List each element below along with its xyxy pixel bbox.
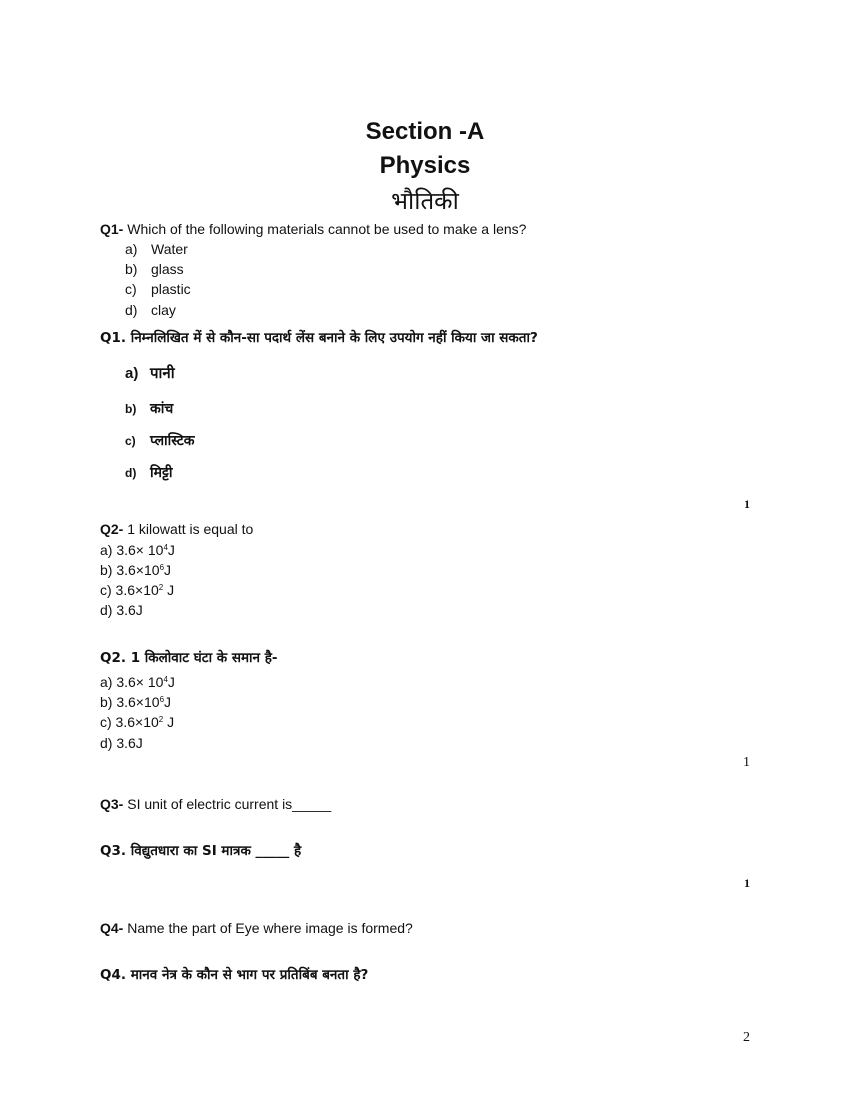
q4-text: Name the part of Eye where image is formed? (127, 920, 413, 936)
q2-option-b: b) $3.6\times 10^6J$ (100, 562, 172, 578)
q3-question-hindi: Q3. विद्युतधारा का SI मात्रक _____ है (100, 843, 302, 859)
q1-option-d: d) clay (125, 302, 176, 318)
q1-question-hindi: Q1. निम्नलिखित में से कौन-सा पदार्थ लेंस बनाने के लिए उपयोग नहीं किया जा सकता? (100, 330, 538, 346)
q2-hindi-option-b: b) $3.6\times 10^6J$ (100, 694, 172, 710)
q2-option-c: c) $3.6\times 10^2$ J (100, 582, 175, 598)
q2-option-a: a) $3.6\times 10^4J$ (100, 542, 175, 558)
q2-marks: 1 (743, 755, 750, 770)
q1-option-c: c) plastic (125, 281, 191, 297)
subject-heading-hindi: भौतिकी (391, 187, 459, 215)
q3-question (100, 796, 331, 812)
q1-text: Which of the following materials cannot be used to make a lens? (127, 221, 527, 237)
q2-hindi-option-c: c) $3.6\times 10^2$ J (100, 714, 175, 730)
q2-question-hindi: Q2. 1 किलोवाट घंटा के समान है- (100, 650, 278, 666)
q2-label: Q2- (100, 521, 124, 537)
q4-question (100, 920, 413, 936)
subject-heading: Physics (379, 152, 471, 179)
q2-option-d: d) 3.6J (100, 602, 143, 618)
q3-label: Q3- (100, 796, 124, 812)
q1-marks: 1 (744, 497, 750, 511)
section-heading: Section -A (365, 118, 485, 145)
q1-question (100, 221, 526, 237)
q4-question-hindi: Q4. मानव नेत्र के कौन से भाग पर प्रतिबिंब बनता है? (100, 967, 369, 983)
q1-option-b: b) glass (125, 261, 184, 277)
q1-hindi-option-c: c) प्लास्टिक (125, 433, 195, 449)
q1-hindi-option-b: b) कांच (125, 401, 174, 417)
q1-option-a: a) Water (125, 241, 188, 257)
q1-hindi-option-d: d) मिट्टी (125, 465, 173, 481)
q3-marks: 1 (744, 876, 750, 890)
q1-label: Q1- (100, 221, 124, 237)
q4-label: Q4- (100, 920, 124, 936)
q2-text: 1 kilowatt is equal to (127, 521, 254, 537)
q2-question (100, 521, 253, 537)
q2-hindi-option-a: a) $3.6\times 10^4J$ (100, 674, 175, 690)
page-number: 2 (743, 1030, 750, 1045)
q3-text: SI unit of electric current is_____ (127, 796, 332, 812)
q1-hindi-option-a: a) पानी (125, 364, 175, 382)
q2-hindi-option-d: d) 3.6J (100, 735, 143, 751)
